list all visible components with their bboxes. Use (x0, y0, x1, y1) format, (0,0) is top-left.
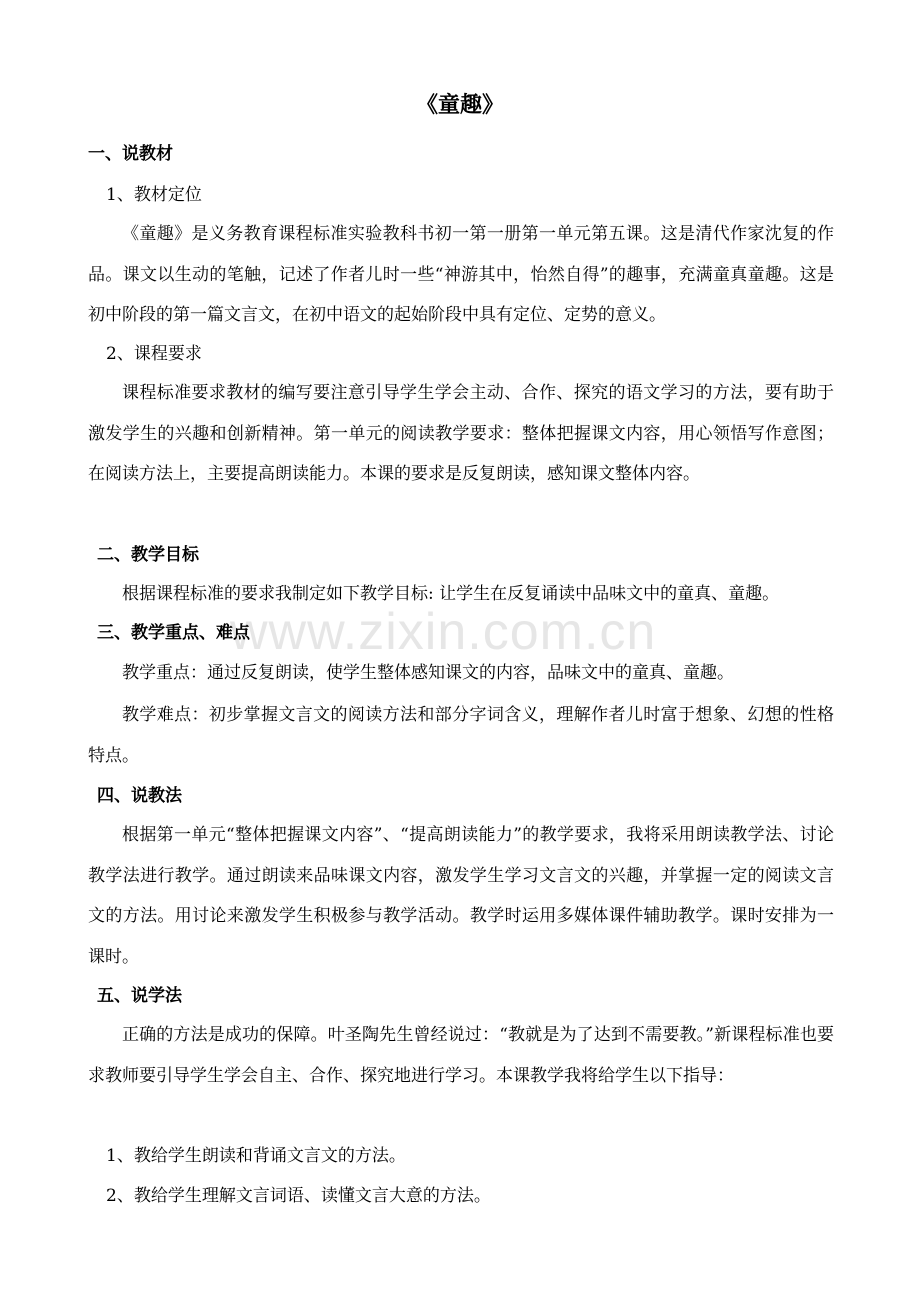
paragraph-course-requirements: 课程标准要求教材的编写要注意引导学生学会主动、合作、探究的语文学习的方法，要有助于激发学生的兴趣和创新精神。第一单元的阅读教学要求：整体把握课文内容，用心领悟写作意图；在阅读方法上，主要提高朗读能力。本课的要求是反复朗读，感知课文整体内容。 (88, 383, 834, 484)
list-item-2: 2、教给学生理解文言词语、读懂文言大意的方法。 (106, 1186, 491, 1206)
section-heading-2: 二、教学目标 (97, 545, 199, 565)
paragraph-teaching-goals: 根据课程标准的要求我制定如下教学目标: 让学生在反复诵读中品味文中的童真、童趣。 (122, 584, 780, 604)
section-heading-1: 一、说教材 (88, 144, 173, 164)
list-item-1: 1、教给学生朗读和背诵文言文的方法。 (106, 1146, 406, 1166)
paragraph-key-points: 教学重点：通过反复朗读，使学生整体感知课文的内容，品味文中的童真、童趣。 (122, 663, 734, 683)
section-heading-3: 三、教学重点、难点 (97, 623, 250, 643)
paragraph-teaching-methods: 根据第一单元“整体把握课文内容”、“提高朗读能力”的教学要求，我将采用朗读教学法、讨论教学法进行教学。通过朗读来品味课文内容，激发学生学习文言文的兴趣，并掌握一定的阅读文言文的方法。用讨论来激发学生积极参与教学活动。教学时运用多媒体课件辅助教学。课时安排为一课时。 (88, 825, 834, 967)
paragraph-difficult-points: 教学难点：初步掌握文言文的阅读方法和部分字词含义，理解作者儿时富于想象、幻想的性格特点。 (88, 705, 834, 766)
subheading-textbook-positioning: 1、教材定位 (106, 185, 202, 205)
section-heading-5: 五、说学法 (97, 986, 182, 1006)
paragraph-learning-methods: 正确的方法是成功的保障。叶圣陶先生曾经说过：“教就是为了达到不需要教。”新课程标准也要求教师要引导学生学会自主、合作、探究地进行学习。本课教学我将给学生以下指导： (88, 1025, 834, 1086)
watermark: www.zixin.com.cn (230, 603, 657, 661)
subheading-course-requirements: 2、课程要求 (106, 344, 202, 364)
document-title: 《童趣》 (415, 92, 504, 118)
paragraph-textbook-positioning: 《童趣》是义务教育课程标准实验教科书初一第一册第一单元第五课。这是清代作家沈复的作品。课文以生动的笔触，记述了作者儿时一些“神游其中，怡然自得”的趣事，充满童真童趣。这是初中阶段的第一篇文言文，在初中语文的起始阶段中具有定位、定势的意义。 (88, 224, 834, 325)
section-heading-4: 四、说教法 (97, 786, 182, 806)
